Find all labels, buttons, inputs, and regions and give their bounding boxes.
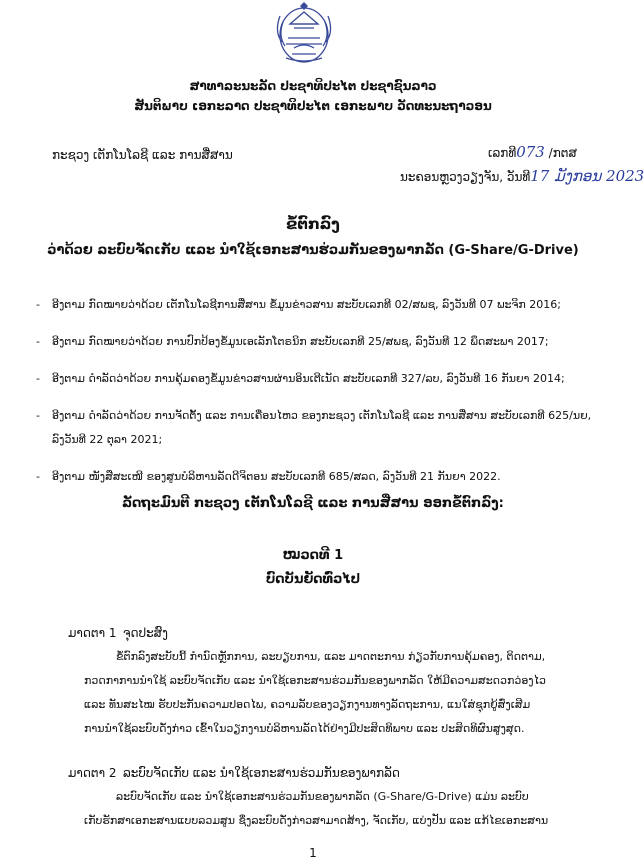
country-name: ສາທາລະນະລັດ ປະຊາທິປະໄຕ ປະຊາຊົນລາວ xyxy=(189,79,437,93)
document-number-value: 073 xyxy=(516,143,545,161)
article-number: ມາດຕາ 1 xyxy=(68,626,117,640)
page-number: 1 xyxy=(309,846,317,860)
paragraph-line: ແລະ ທັນສະໄໝ ຮັບປະກັນຄວາມປອດໄພ, ຄວາມລັບຂອງວຽກງານທາງລັດຖະການ, ແນໃສ່ຊຸກຍູ້ສົ່ງເສີມ xyxy=(84,698,531,711)
reference-item: - ອີງຕາມ ໜັງສືສະເໜີ ຂອງສູນບໍລິຫານລັດດີຈິຕອນ ສະບັບເລກທີ 685/ສລດ, ລົງວັນທີ 21 ກັນຍາ 2022. xyxy=(36,470,501,483)
lao-national-emblem-icon xyxy=(264,2,344,66)
paragraph-line: ລະບົບຈັດເກັບ ແລະ ນຳໃຊ້ເອກະສານຮ່ວມກັນຂອງພາກລັດ (G-Share/G-Drive) ແມ່ນ ລະບົບ xyxy=(116,790,529,803)
handwritten-date: 17 ມັງກອນ 2023 xyxy=(530,167,644,185)
paragraph-line: ເກັບຮັກສາເອກະສານແບບລວມສູນ ຊຶ່ງລະບົບດັ່ງກ່າວສາມາດສ້າງ, ຈັດເກັບ, ແບ່ງປັນ ແລະ ແກ້ໄຂເອກະສານ xyxy=(84,814,549,827)
lao-national-emblem xyxy=(264,2,344,66)
paragraph-line: ກວດກາການນຳໃຊ້ ລະບົບຈັດເກັບ ແລະ ນຳໃຊ້ເອກະສານຮ່ວມກັນຂອງພາກລັດ ໃຫ້ມີຄວາມສະດວກວ່ອງໄວ xyxy=(84,674,546,687)
chapter-number: ໝວດທີ 1 xyxy=(282,548,344,563)
article-body xyxy=(84,785,614,833)
reference-item: - ອີງຕາມ ກົດໝາຍວ່າດ້ວຍ ການປົກປ້ອງຂໍ້ມູນເອເລັກໂຕຣນິກ ສະບັບເລກທີ 25/ສພຊ, ລົງວັນທີ 12 ພຶດສະພາ 2017; xyxy=(36,335,549,348)
chapter-title: ບົດບັນຍັດທົ່ວໄປ xyxy=(265,572,361,587)
reference-item: - ອີງຕາມ ກົດໝາຍວ່າດ້ວຍ ເຕັກໂນໂລຊີການສື່ສານ ຂໍ້ມູນຂ່າວສານ ສະບັບເລກທີ 02/ສພຊ, ລົງວັນທີ 07 ພະຈິກ 2016; xyxy=(36,298,561,311)
paragraph-line: ການນຳໃຊ້ລະບົບດັ່ງກ່າວ ເຂົ້າໃນວຽກງານບໍລິຫານລັດໄດ້ຢ່າງມີປະສິດທິພາບ ແລະ ປະສິດທິຜົນສູງສຸດ. xyxy=(84,722,525,735)
article-heading xyxy=(68,626,168,640)
article-number: ມາດຕາ 2 xyxy=(68,766,117,780)
document-number xyxy=(488,143,577,161)
article-heading xyxy=(68,766,400,780)
article-name: ຈຸດປະສົງ xyxy=(123,626,168,640)
article-body xyxy=(84,645,614,741)
place-date-label: ນະຄອນຫຼວງວຽງຈັນ, ວັນທີ xyxy=(400,170,531,184)
paragraph-line: ຂໍ້ຕົກລົງສະບັບນີ້ ກຳນົດຫຼັກການ, ລະບຽບການ, ແລະ ມາດຕະການ ກ່ຽວກັບການຄຸ້ມຄອງ, ຕິດຕາມ, xyxy=(116,650,546,663)
issuing-ministry: ກະຊວງ ເຕັກໂນໂລຊີ ແລະ ການສື່ສານ xyxy=(52,148,233,162)
national-motto: ສັນຕິພາບ ເອກະລາດ ປະຊາທິປະໄຕ ເອກະພາບ ວັດທະນະຖາວອນ xyxy=(134,99,492,113)
reference-item: - ອີງຕາມ ດຳລັດວ່າດ້ວຍ ການຈັດຕັ້ງ ແລະ ການເຄື່ອນໄຫວ ຂອງກະຊວງ ເຕັກໂນໂລຊີ ແລະ ການສື່ສານ ສະບັບເລກທີ 625/ນຍ, ລົງວັນທີ 22 ຕຸລາ 2021; xyxy=(36,409,592,446)
document-subject-title: ວ່າດ້ວຍ ລະບົບຈັດເກັບ ແລະ ນຳໃຊ້ເອກະສານຮ່ວມກັນຂອງພາກລັດ (G-Share/G-Drive) xyxy=(47,243,579,258)
document-number-suffix: /ກຕສ xyxy=(548,146,577,160)
document-number-label: ເລກທີ xyxy=(488,146,517,160)
document-type-title: ຂໍ້ຕົກລົງ xyxy=(286,215,340,233)
legal-references-list xyxy=(36,293,596,502)
place-and-date xyxy=(400,167,644,185)
article-name: ລະບົບຈັດເກັບ ແລະ ນຳໃຊ້ເອກະສານຮ່ວມກັນຂອງພາກລັດ xyxy=(123,766,400,780)
decree-statement: ລັດຖະມົນຕີ ກະຊວງ ເຕັກໂນໂລຊີ ແລະ ການສື່ສານ ອອກຂໍ້ຕົກລົງ: xyxy=(122,496,504,511)
reference-item: - ອີງຕາມ ດຳລັດວ່າດ້ວຍ ການຄຸ້ມຄອງຂໍ້ມູນຂ່າວສານຜ່ານອິນເຕີເນັດ ສະບັບເລກທີ 327/ລບ, ລົງວັນທີ 16 ກັນຍາ 2014; xyxy=(36,372,565,385)
